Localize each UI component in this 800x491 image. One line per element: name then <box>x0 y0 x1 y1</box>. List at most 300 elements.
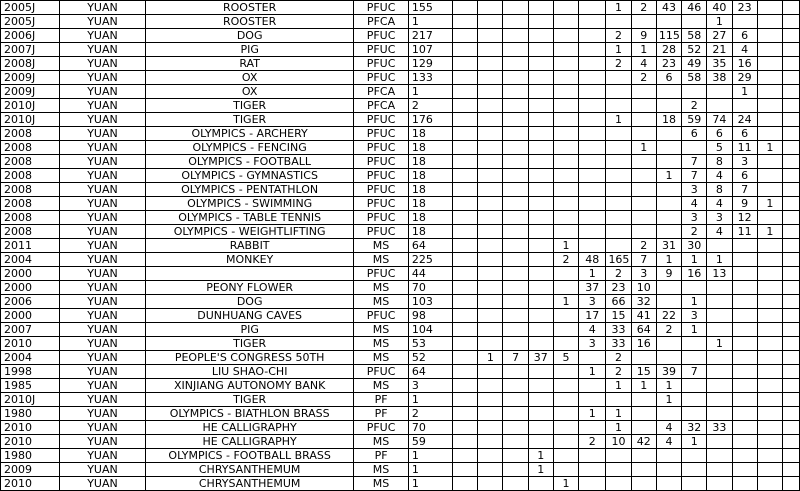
grade-count-cell <box>478 323 503 337</box>
year-cell: 2009J <box>1 71 60 85</box>
currency-cell: YUAN <box>59 253 145 267</box>
grade-count-cell: 4 <box>707 169 732 183</box>
grade-count-cell <box>478 407 503 421</box>
type-cell: MS <box>354 351 409 365</box>
grade-count-cell <box>782 225 799 239</box>
count-cell: 217 <box>408 29 452 43</box>
grade-count-cell <box>553 393 578 407</box>
grade-count-cell <box>478 141 503 155</box>
type-cell: PFUC <box>354 141 409 155</box>
year-cell: 2005J <box>1 1 60 15</box>
grade-count-cell <box>553 421 578 435</box>
year-cell: 2008 <box>1 169 60 183</box>
grade-count-cell <box>682 393 707 407</box>
count-cell: 1 <box>408 449 452 463</box>
grade-count-cell <box>528 85 553 99</box>
grade-count-cell <box>528 421 553 435</box>
grade-count-cell <box>757 323 782 337</box>
grade-count-cell <box>503 449 528 463</box>
grade-count-cell <box>478 155 503 169</box>
grade-count-cell: 23 <box>606 281 631 295</box>
grade-count-cell <box>503 43 528 57</box>
year-cell: 2004 <box>1 253 60 267</box>
grade-count-cell <box>478 99 503 113</box>
grade-count-cell: 32 <box>631 295 656 309</box>
count-cell: 18 <box>408 197 452 211</box>
type-cell: PFUC <box>354 127 409 141</box>
grade-count-cell: 3 <box>579 337 606 351</box>
type-cell: PFCA <box>354 99 409 113</box>
grade-count-cell: 2 <box>682 99 707 113</box>
grade-count-cell <box>631 225 656 239</box>
type-cell: PFUC <box>354 197 409 211</box>
table-row <box>1 281 800 295</box>
count-cell: 70 <box>408 421 452 435</box>
grade-count-cell <box>782 421 799 435</box>
grade-count-cell <box>707 323 732 337</box>
grade-count-cell <box>528 393 553 407</box>
grade-count-cell <box>503 463 528 477</box>
grade-count-cell: 1 <box>528 463 553 477</box>
currency-cell: YUAN <box>59 323 145 337</box>
grade-count-cell <box>528 337 553 351</box>
count-cell: 176 <box>408 113 452 127</box>
currency-cell: YUAN <box>59 351 145 365</box>
currency-cell: YUAN <box>59 113 145 127</box>
currency-cell: YUAN <box>59 57 145 71</box>
currency-cell: YUAN <box>59 197 145 211</box>
grade-count-cell: 1 <box>682 435 707 449</box>
year-cell: 2007 <box>1 323 60 337</box>
grade-count-cell <box>606 169 631 183</box>
grade-count-cell <box>631 407 656 421</box>
currency-cell: YUAN <box>59 239 145 253</box>
grade-count-cell <box>528 435 553 449</box>
type-cell: PFUC <box>354 309 409 323</box>
table-row <box>1 57 800 71</box>
grade-count-cell <box>478 365 503 379</box>
currency-cell: YUAN <box>59 155 145 169</box>
design-cell: TIGER <box>146 113 354 127</box>
year-cell: 2010 <box>1 421 60 435</box>
grade-count-cell: 16 <box>732 57 757 71</box>
design-cell: XINJIANG AUTONOMY BANK <box>146 379 354 393</box>
grade-count-cell <box>782 127 799 141</box>
year-cell: 2010J <box>1 99 60 113</box>
table-row <box>1 99 800 113</box>
type-cell: PFUC <box>354 225 409 239</box>
grade-count-cell <box>478 253 503 267</box>
grade-count-cell: 5 <box>553 351 578 365</box>
grade-count-cell <box>478 477 503 491</box>
grade-count-cell: 1 <box>682 323 707 337</box>
currency-cell: YUAN <box>59 379 145 393</box>
design-cell: OLYMPICS - SWIMMING <box>146 197 354 211</box>
count-cell: 1 <box>408 477 452 491</box>
table-row <box>1 309 800 323</box>
grade-count-cell <box>453 379 478 393</box>
grade-count-cell: 42 <box>631 435 656 449</box>
grade-count-cell: 2 <box>631 1 656 15</box>
grade-count-cell <box>553 449 578 463</box>
grade-count-cell <box>707 449 732 463</box>
grade-count-cell <box>528 57 553 71</box>
grade-count-cell <box>478 1 503 15</box>
grade-count-cell: 6 <box>682 127 707 141</box>
currency-cell: YUAN <box>59 295 145 309</box>
grade-count-cell <box>478 435 503 449</box>
grade-count-cell <box>782 253 799 267</box>
type-cell: PFUC <box>354 169 409 183</box>
grade-count-cell <box>503 267 528 281</box>
grade-count-cell: 33 <box>707 421 732 435</box>
grade-count-cell <box>782 281 799 295</box>
currency-cell: YUAN <box>59 71 145 85</box>
grade-count-cell <box>503 309 528 323</box>
grade-count-cell <box>453 197 478 211</box>
count-cell: 18 <box>408 127 452 141</box>
grade-count-cell: 13 <box>707 267 732 281</box>
grade-count-cell <box>553 29 578 43</box>
grade-count-cell <box>631 477 656 491</box>
design-cell: ROOSTER <box>146 1 354 15</box>
grade-count-cell <box>528 15 553 29</box>
grade-count-cell: 31 <box>656 239 681 253</box>
grade-count-cell <box>553 85 578 99</box>
grade-count-cell <box>579 477 606 491</box>
grade-count-cell <box>503 15 528 29</box>
currency-cell: YUAN <box>59 337 145 351</box>
grade-count-cell: 2 <box>682 225 707 239</box>
grade-count-cell <box>478 29 503 43</box>
grade-count-cell <box>453 309 478 323</box>
grade-count-cell <box>606 15 631 29</box>
table-row <box>1 379 800 393</box>
grade-count-cell <box>606 127 631 141</box>
table-row <box>1 477 800 491</box>
currency-cell: YUAN <box>59 267 145 281</box>
grade-count-cell <box>732 449 757 463</box>
grade-count-cell: 46 <box>682 1 707 15</box>
count-cell: 133 <box>408 71 452 85</box>
grade-count-cell <box>553 43 578 57</box>
grade-count-cell <box>553 197 578 211</box>
grade-count-cell <box>453 337 478 351</box>
design-cell: TIGER <box>146 99 354 113</box>
grade-count-cell: 1 <box>478 351 503 365</box>
currency-cell: YUAN <box>59 393 145 407</box>
grade-count-cell: 32 <box>682 421 707 435</box>
grade-count-cell <box>757 85 782 99</box>
grade-count-cell <box>553 113 578 127</box>
grade-count-cell <box>453 225 478 239</box>
grade-count-cell <box>606 183 631 197</box>
grade-count-cell <box>782 85 799 99</box>
table-row <box>1 435 800 449</box>
table-row <box>1 463 800 477</box>
count-cell: 104 <box>408 323 452 337</box>
grade-count-cell <box>553 15 578 29</box>
grade-count-cell <box>478 211 503 225</box>
grade-count-cell <box>453 183 478 197</box>
type-cell: PFUC <box>354 211 409 225</box>
grade-count-cell <box>528 225 553 239</box>
grade-count-cell <box>682 379 707 393</box>
grade-count-cell: 43 <box>656 1 681 15</box>
grade-count-cell <box>503 169 528 183</box>
grade-count-cell <box>503 407 528 421</box>
grade-count-cell <box>579 85 606 99</box>
year-cell: 2008 <box>1 127 60 141</box>
grade-count-cell <box>782 393 799 407</box>
grade-count-cell <box>553 211 578 225</box>
design-cell: OX <box>146 85 354 99</box>
grade-count-cell <box>528 365 553 379</box>
type-cell: MS <box>354 477 409 491</box>
grade-count-cell: 4 <box>682 197 707 211</box>
grade-count-cell: 17 <box>579 309 606 323</box>
grade-count-cell <box>757 15 782 29</box>
grade-count-cell <box>631 85 656 99</box>
grade-count-cell <box>631 113 656 127</box>
grade-count-cell <box>528 407 553 421</box>
grade-count-cell <box>782 323 799 337</box>
table-row <box>1 127 800 141</box>
grade-count-cell <box>656 463 681 477</box>
grade-count-cell <box>757 57 782 71</box>
year-cell: 2000 <box>1 267 60 281</box>
grade-count-cell: 2 <box>656 323 681 337</box>
grade-count-cell <box>757 379 782 393</box>
grade-count-cell <box>631 449 656 463</box>
table-row <box>1 393 800 407</box>
grade-count-cell <box>757 393 782 407</box>
year-cell: 2005J <box>1 15 60 29</box>
grade-count-cell <box>553 169 578 183</box>
grade-count-cell: 1 <box>606 1 631 15</box>
grade-count-cell: 48 <box>579 253 606 267</box>
currency-cell: YUAN <box>59 309 145 323</box>
grade-count-cell <box>682 351 707 365</box>
grade-count-cell <box>757 99 782 113</box>
currency-cell: YUAN <box>59 225 145 239</box>
grade-count-cell: 27 <box>707 29 732 43</box>
grade-count-cell <box>656 197 681 211</box>
type-cell: PFUC <box>354 1 409 15</box>
table-row <box>1 155 800 169</box>
grade-count-cell: 3 <box>707 211 732 225</box>
grade-count-cell: 21 <box>707 43 732 57</box>
grade-count-cell <box>707 379 732 393</box>
grade-count-cell <box>478 449 503 463</box>
grade-count-cell: 10 <box>631 281 656 295</box>
grade-count-cell <box>478 295 503 309</box>
grade-count-cell: 6 <box>707 127 732 141</box>
grade-count-cell <box>553 71 578 85</box>
grade-count-cell <box>782 337 799 351</box>
grade-count-cell: 12 <box>732 211 757 225</box>
grade-count-cell <box>553 379 578 393</box>
grade-count-cell: 8 <box>707 155 732 169</box>
grade-count-cell <box>707 477 732 491</box>
count-cell: 18 <box>408 155 452 169</box>
grade-count-cell <box>656 477 681 491</box>
grade-count-cell <box>757 365 782 379</box>
year-cell: 1998 <box>1 365 60 379</box>
type-cell: MS <box>354 323 409 337</box>
grade-count-cell <box>732 309 757 323</box>
grade-count-cell: 40 <box>707 1 732 15</box>
grade-count-cell <box>782 449 799 463</box>
table-row <box>1 183 800 197</box>
grade-count-cell <box>478 393 503 407</box>
grade-count-cell <box>757 43 782 57</box>
grade-count-cell <box>553 183 578 197</box>
grade-count-cell <box>503 421 528 435</box>
grade-count-cell <box>757 337 782 351</box>
year-cell: 2010 <box>1 337 60 351</box>
grade-count-cell <box>732 323 757 337</box>
grade-count-cell <box>579 351 606 365</box>
grade-count-cell: 18 <box>656 113 681 127</box>
grade-count-cell <box>631 15 656 29</box>
currency-cell: YUAN <box>59 477 145 491</box>
grade-count-cell <box>528 127 553 141</box>
grade-count-cell: 1 <box>579 365 606 379</box>
grade-count-cell <box>682 463 707 477</box>
grade-count-cell: 8 <box>707 183 732 197</box>
grade-count-cell: 7 <box>682 169 707 183</box>
type-cell: PF <box>354 407 409 421</box>
grade-count-cell: 4 <box>656 435 681 449</box>
grade-count-cell <box>503 1 528 15</box>
grade-count-cell <box>553 225 578 239</box>
grade-count-cell <box>579 393 606 407</box>
year-cell: 2009 <box>1 463 60 477</box>
grade-count-cell: 7 <box>682 365 707 379</box>
grade-count-cell: 23 <box>656 57 681 71</box>
grade-count-cell: 16 <box>682 267 707 281</box>
grade-count-cell <box>656 449 681 463</box>
currency-cell: YUAN <box>59 211 145 225</box>
grade-count-cell: 2 <box>606 351 631 365</box>
grade-count-cell <box>453 281 478 295</box>
grade-count-cell: 1 <box>631 43 656 57</box>
grade-count-cell <box>453 57 478 71</box>
grade-count-cell <box>553 337 578 351</box>
count-cell: 1 <box>408 15 452 29</box>
table-row <box>1 337 800 351</box>
grade-count-cell <box>553 267 578 281</box>
grade-count-cell: 2 <box>631 239 656 253</box>
grade-count-cell: 1 <box>732 85 757 99</box>
grade-count-cell <box>528 197 553 211</box>
grade-count-cell: 4 <box>732 43 757 57</box>
grade-count-cell <box>732 463 757 477</box>
count-cell: 59 <box>408 435 452 449</box>
grade-count-cell <box>453 1 478 15</box>
grade-count-cell <box>631 99 656 113</box>
grade-count-cell <box>579 463 606 477</box>
table-row <box>1 85 800 99</box>
type-cell: MS <box>354 253 409 267</box>
table-body <box>1 1 800 491</box>
grade-count-cell: 1 <box>606 113 631 127</box>
grade-count-cell <box>503 99 528 113</box>
year-cell: 1985 <box>1 379 60 393</box>
grade-count-cell: 1 <box>553 239 578 253</box>
grade-count-cell <box>553 99 578 113</box>
table-row <box>1 253 800 267</box>
grade-count-cell <box>579 99 606 113</box>
currency-cell: YUAN <box>59 449 145 463</box>
grade-count-cell <box>757 183 782 197</box>
type-cell: PF <box>354 449 409 463</box>
grade-count-cell <box>579 127 606 141</box>
grade-count-cell: 1 <box>656 169 681 183</box>
count-cell: 1 <box>408 463 452 477</box>
grade-count-cell <box>656 127 681 141</box>
design-cell: PIG <box>146 323 354 337</box>
grade-count-cell <box>606 477 631 491</box>
grade-count-cell: 2 <box>606 365 631 379</box>
grade-count-cell: 1 <box>579 267 606 281</box>
grade-count-cell <box>732 99 757 113</box>
table-row <box>1 15 800 29</box>
type-cell: PFUC <box>354 365 409 379</box>
grade-count-cell <box>682 407 707 421</box>
grade-count-cell <box>553 323 578 337</box>
grade-count-cell <box>757 309 782 323</box>
grade-count-cell <box>757 71 782 85</box>
count-cell: 1 <box>408 393 452 407</box>
grade-count-cell <box>528 295 553 309</box>
grade-count-cell <box>732 477 757 491</box>
grade-count-cell: 1 <box>553 295 578 309</box>
year-cell: 2004 <box>1 351 60 365</box>
table-row <box>1 407 800 421</box>
year-cell: 2007J <box>1 43 60 57</box>
count-cell: 2 <box>408 99 452 113</box>
grade-count-cell <box>453 113 478 127</box>
design-cell: TIGER <box>146 393 354 407</box>
grade-count-cell: 7 <box>631 253 656 267</box>
grade-count-cell: 41 <box>631 309 656 323</box>
grade-count-cell <box>782 267 799 281</box>
table-row <box>1 421 800 435</box>
count-cell: 70 <box>408 281 452 295</box>
design-cell: OLYMPICS - PENTATHLON <box>146 183 354 197</box>
grade-count-cell <box>782 407 799 421</box>
year-cell: 2010J <box>1 393 60 407</box>
grade-count-cell: 24 <box>732 113 757 127</box>
grade-count-cell <box>732 351 757 365</box>
currency-cell: YUAN <box>59 1 145 15</box>
grade-count-cell <box>757 253 782 267</box>
grade-count-cell: 1 <box>606 407 631 421</box>
currency-cell: YUAN <box>59 99 145 113</box>
grade-count-cell <box>453 169 478 183</box>
type-cell: PFUC <box>354 43 409 57</box>
grade-count-cell <box>553 281 578 295</box>
grade-count-cell <box>732 407 757 421</box>
count-cell: 64 <box>408 365 452 379</box>
design-cell: OLYMPICS - FENCING <box>146 141 354 155</box>
grade-count-cell <box>782 57 799 71</box>
grade-count-cell <box>606 197 631 211</box>
grade-count-cell <box>553 141 578 155</box>
table-row <box>1 295 800 309</box>
